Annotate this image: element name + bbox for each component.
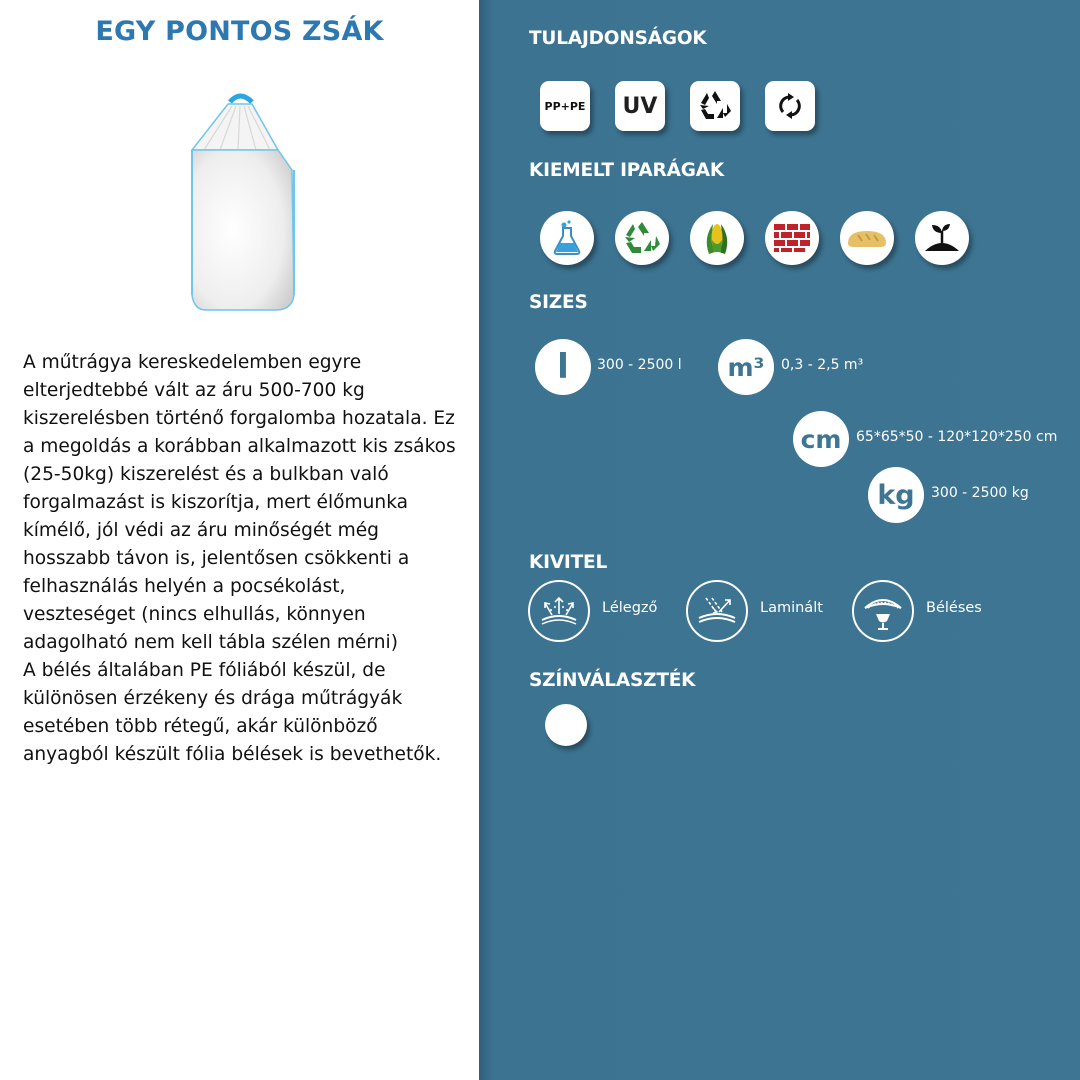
food-bread-icon [840, 211, 894, 265]
big-bag-image [180, 90, 300, 315]
weight-value: 300 - 2500 kg [931, 485, 1029, 501]
color-swatch-white [545, 704, 587, 746]
centimeter-icon: cm [793, 411, 849, 467]
product-description [23, 349, 463, 769]
product-title: EGY PONTOS ZSÁK [95, 16, 384, 47]
kilogram-icon: kg [868, 467, 924, 523]
breathable-label: Lélegző [602, 600, 658, 616]
lined-label: Béléses [926, 600, 982, 616]
pp-pe-label: PP+PE [544, 99, 586, 113]
soil-plant-icon [915, 211, 969, 265]
volume-m3-value: 0,3 - 2,5 m³ [781, 357, 864, 373]
refresh-arrows-icon [774, 90, 806, 122]
volume-liter-value: 300 - 2500 l [597, 357, 682, 373]
specs-panel [479, 0, 1080, 1080]
lined-icon [852, 580, 914, 642]
description-paragraph: A műtrágya kereskedelemben egyre elterjedtebbé vált az áru 500-700 kg kiszerelésben történő forgalomba hozatala. Ez a megoldás a korábban alkalmazott kis zsákos (25-50kg) kiszerelést és a bulkban való forgalmazást is kiszorítja, mert élőmunka kímélő, jól védi az áru minőségét még hosszabb távon is, jelentősen csökkenti a felhasználás helyén a pocsékolást, veszteséget (nincs elhullás, könnyen adagolható nem kell tábla szélen mérni) [23, 352, 456, 653]
sizes-title: SIZES [529, 292, 588, 313]
finish-title: KIVITEL [529, 552, 608, 573]
agriculture-corn-icon [690, 211, 744, 265]
product-panel [0, 0, 479, 1080]
reusable-icon [765, 81, 815, 131]
chemistry-flask-icon [540, 211, 594, 265]
recycle-symbol-icon [697, 88, 733, 124]
recycling-icon [615, 211, 669, 265]
construction-brick-icon [765, 211, 819, 265]
dimension-value: 65*65*50 - 120*120*250 cm [856, 429, 1058, 445]
uv-label: UV [622, 93, 658, 119]
industries-title: KIEMELT IPARÁGAK [529, 160, 724, 181]
colors-title: SZÍNVÁLASZTÉK [529, 670, 696, 691]
pp-pe-icon [540, 81, 590, 131]
laminated-label: Laminált [760, 600, 823, 616]
breathable-icon [528, 580, 590, 642]
description-paragraph: A bélés általában PE fóliából készül, de különösen érzékeny és drága műtrágyák esetében több rétegű, akár különböző anyagból készült fólia bélések is bevethetők. [23, 660, 442, 765]
recycle-icon [690, 81, 740, 131]
laminated-icon [686, 580, 748, 642]
properties-title: TULAJDONSÁGOK [529, 28, 707, 49]
uv-icon [615, 81, 665, 131]
cubic-meter-icon: m³ [718, 339, 774, 395]
liter-icon: l [535, 339, 591, 395]
